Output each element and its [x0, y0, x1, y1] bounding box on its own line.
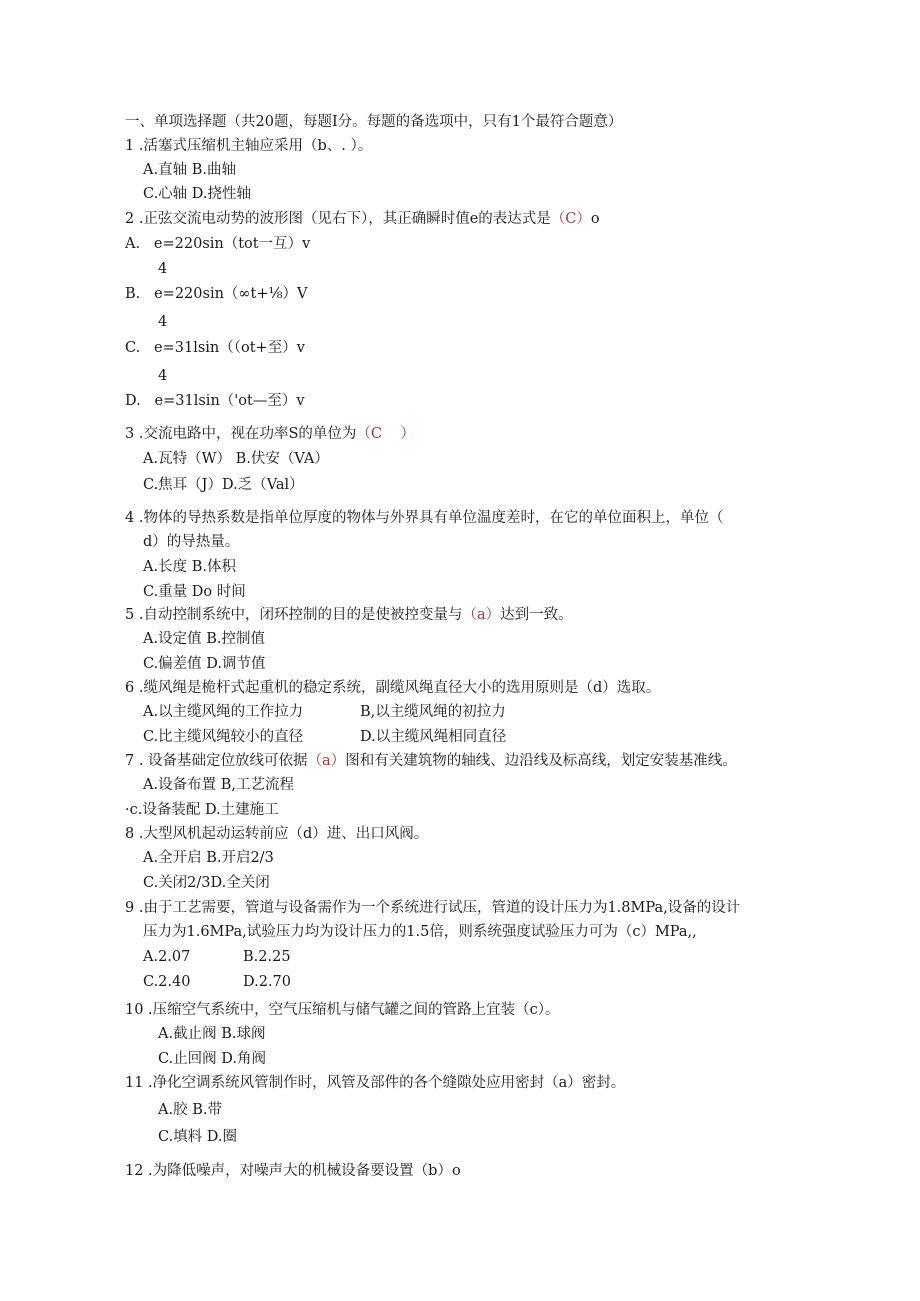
question-2-option-c: C. e=31lsin（（ot+至）v — [125, 340, 305, 356]
question-4-stem-line-2: d）的导热量。 — [143, 534, 240, 550]
question-2-option-d: D. e=31lsin（'ot—至）v — [125, 393, 305, 409]
question-1-options-cd: C.心轴 D.挠性轴 — [143, 186, 252, 202]
question-11-stem: 11 .净化空调系统风管制作时，风管及部件的各个缝隙处应用密封（a）密封。 — [125, 1075, 626, 1091]
question-8-options-ab: A.全开启 B.开启2/3 — [143, 850, 274, 866]
question-7-answer: （a） — [307, 753, 346, 769]
question-5-stem-text: 5 .自动控制系统中，闭环控制的目的是使被控变量与 — [125, 607, 463, 623]
question-6-option-d: D.以主缆风绳相同直径 — [360, 729, 507, 745]
question-9-option-d: D.2.70 — [243, 974, 292, 990]
question-7-options-ab: A.设备布置 B,工艺流程 — [143, 777, 294, 793]
question-1-stem: 1 .活塞式压缩机主轴应采用（b、. ）。 — [125, 138, 373, 154]
question-3-stem — [125, 424, 415, 444]
question-2-option-b: B. e=220sin（∞t+⅛）V — [125, 286, 308, 302]
question-4-options-cd: C.重量 Do 时间 — [143, 584, 246, 600]
question-9-stem-line-1: 9 .由于工艺需要，管道与设备需作为一个系统进行试压，管道的设计压力为1.8MPa,设备的设计 — [125, 900, 741, 916]
question-8-options-cd: C.关闭2/3D.全关闭 — [143, 875, 270, 891]
question-5-answer: （a） — [462, 607, 501, 623]
question-2-option-b-denominator: 4 — [158, 314, 168, 330]
question-4-stem-line-1: 4 .物体的导热系数是指单位厚度的物体与外界具有单位温度差时，在它的单位面积上，单位（ — [125, 510, 724, 526]
question-3-stem-text: 3 .交流电路中，视在功率S的单位为 — [125, 426, 357, 442]
question-12-stem: 12 .为降低噪声，对噪声大的机械设备要设置（b）o — [125, 1163, 461, 1179]
question-4-options-ab: A.长度 B.体积 — [143, 559, 236, 575]
question-9-option-c: C.2.40 — [143, 974, 191, 990]
question-7-stem — [125, 751, 737, 771]
question-7-options-cd: ·c.设备装配 D.土建施工 — [125, 802, 279, 818]
question-10-options-cd: C.止回阀 D.角阀 — [158, 1051, 267, 1067]
question-2-stem-text: 2 .正弦交流电动势的波形图（见右下），其正确瞬时值e的表达式是 — [125, 211, 551, 227]
question-6-option-b: B,以主缆风绳的初拉力 — [360, 704, 506, 720]
section-title: 一、单项选择题（共20题，每题I分。每题的备选项中，只有1个最符合题意） — [125, 114, 623, 130]
question-6-option-a: A.以主缆风绳的工作拉力 — [143, 704, 304, 720]
question-9-option-a: A.2.07 — [143, 949, 191, 965]
question-9-stem-line-2: 压力为1.6MPa,试验压力均为设计压力的1.5倍，则系统强度试验压力可为（c）MPa,, — [143, 924, 697, 940]
question-5-options-ab: A.设定值 B.控制值 — [143, 631, 265, 647]
question-2-stem — [125, 209, 600, 229]
question-5-stem-tail: 达到一致。 — [500, 607, 573, 623]
question-10-options-ab: A.截止阀 B.球阀 — [158, 1026, 266, 1042]
question-2-option-c-denominator: 4 — [158, 368, 168, 384]
question-8-stem: 8 .大型风机起动运转前应（d）进、出口风阀。 — [125, 826, 429, 842]
question-3-answer: （C ） — [356, 426, 415, 442]
question-5-stem — [125, 605, 573, 625]
question-6-stem: 6 .缆风绳是桅杆式起重机的稳定系统，副缆风绳直径大小的选用原则是（d）选取。 — [125, 680, 661, 696]
question-5-options-cd: C.偏差值 D.调节值 — [143, 656, 266, 672]
question-10-stem: 10 .压缩空气系统中，空气压缩机与储气罐之间的管路上宜装（c）。 — [125, 1002, 560, 1018]
question-6-option-c: C.比主缆风绳较小的直径 — [143, 729, 304, 745]
question-3-options-ab: A.瓦特（W） B.伏安（VA） — [143, 451, 329, 467]
question-2-option-a: A. e=220sin（tot一互）v — [125, 236, 311, 252]
question-11-options-cd: C.填料 D.圈 — [158, 1129, 238, 1145]
question-2-option-a-denominator: 4 — [158, 261, 168, 277]
question-1-options-ab: A.直轴 B.曲轴 — [143, 162, 236, 178]
question-7-stem-tail: 图和有关建筑物的轴线、边沿线及标高线，划定安装基准线。 — [345, 753, 737, 769]
question-9-option-b: B.2.25 — [243, 949, 291, 965]
question-2-answer: （C） — [550, 211, 591, 227]
question-3-options-cd: C.焦耳（J）D.乏（Val） — [143, 477, 304, 493]
question-2-stem-tail: o — [590, 211, 600, 227]
question-7-stem-text: 7 . 设备基础定位放线可依据 — [125, 753, 308, 769]
question-11-options-ab: A.胶 B.带 — [158, 1102, 222, 1118]
